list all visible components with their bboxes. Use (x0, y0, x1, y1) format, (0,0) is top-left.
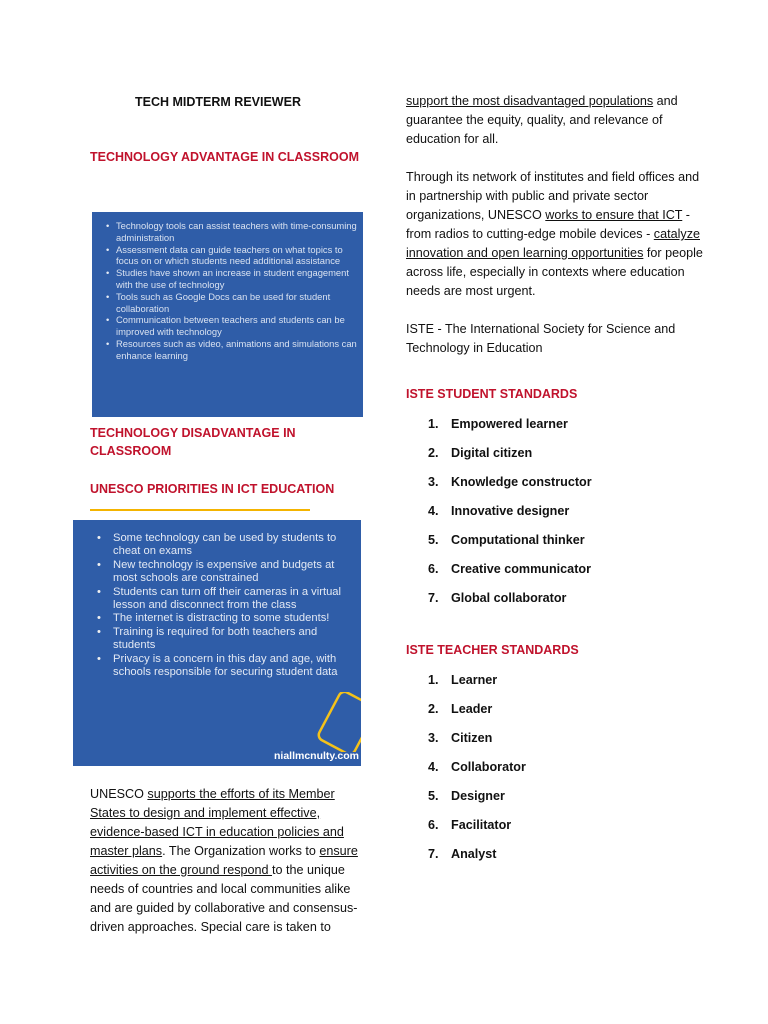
text-run: UNESCO (90, 787, 148, 801)
list-item (406, 560, 706, 589)
image-watermark: niallmcnulty.com (274, 750, 359, 762)
advantage-item: • Assessment data can guide teachers on what topics to focus on or which students need additional assistance (106, 244, 357, 268)
student-standards-list (406, 415, 706, 618)
right-column (406, 92, 706, 874)
list-item (406, 502, 706, 531)
text-run: - from radios to cutting-edge mobile devices - (406, 208, 690, 241)
text-run: for people across life, especially in contexts where education needs are most urgent. (406, 246, 703, 298)
list-label: Analyst (451, 847, 497, 861)
list-number: 2. (428, 446, 439, 460)
list-number: 3. (428, 475, 439, 489)
list-item (406, 444, 706, 473)
disadvantage-item: • Training is required for both teachers and students (97, 626, 357, 653)
network-paragraph (406, 168, 706, 301)
list-item (406, 473, 706, 502)
list-label: Knowledge constructor (451, 475, 592, 489)
left-column (90, 92, 365, 937)
list-number: 4. (428, 760, 439, 774)
list-item (406, 729, 706, 758)
disadvantage-item: • Students can turn off their cameras in a virtual lesson and disconnect from the class (97, 586, 357, 613)
list-label: Citizen (451, 731, 493, 745)
list-item (406, 758, 706, 787)
equity-paragraph (406, 92, 706, 149)
underlined-text: works to ensure that ICT (545, 208, 683, 222)
list-label: Global collaborator (451, 591, 567, 605)
disadvantage-item: • Privacy is a concern in this day and age, with schools responsible for securing student data (97, 653, 357, 680)
tablet-outline-icon (313, 692, 361, 752)
list-item (406, 845, 706, 874)
list-item (406, 531, 706, 560)
heading-iste-student-standards: ISTE STUDENT STANDARDS (406, 387, 578, 401)
advantage-item: • Technology tools can assist teachers with time-consuming administration (106, 220, 357, 244)
advantage-image-panel (92, 212, 363, 417)
disadvantage-item: • New technology is expensive and budgets at most schools are constrained (97, 559, 357, 586)
list-number: 1. (428, 417, 439, 431)
advantage-list (92, 212, 363, 362)
disadvantage-list (73, 520, 361, 679)
text-run: and guarantee the equity, quality, and relevance of education for all. (406, 94, 678, 146)
list-label: Facilitator (451, 818, 512, 832)
list-number: 3. (428, 731, 439, 745)
list-label: Collaborator (451, 760, 526, 774)
list-number: 7. (428, 847, 439, 861)
advantage-item: • Studies have shown an increase in student engagement with the use of technology (106, 267, 357, 291)
list-number: 2. (428, 702, 439, 716)
disadvantage-item: • The internet is distracting to some students! (97, 612, 357, 625)
list-number: 5. (428, 789, 439, 803)
list-item (406, 816, 706, 845)
list-item (406, 700, 706, 729)
list-number: 7. (428, 591, 439, 605)
underlined-text: supports the efforts of its Member States to design and implement effective, evidence-based ICT in education policies and master plans (90, 787, 344, 858)
list-item (406, 589, 706, 618)
list-number: 6. (428, 818, 439, 832)
underlined-text: support the most disadvantaged populations (406, 94, 654, 108)
advantage-item: • Tools such as Google Docs can be used for student collaboration (106, 291, 357, 315)
text-run: . The Organization works to (162, 844, 320, 858)
list-label: Creative communicator (451, 562, 591, 576)
heading-unesco-priorities: UNESCO PRIORITIES IN ICT EDUCATION (90, 482, 335, 496)
list-number: 1. (428, 673, 439, 687)
list-label: Digital citizen (451, 446, 533, 460)
text-run: Through its network of institutes and field offices and in partnership with public and private sector organizations, UNESCO (406, 170, 700, 222)
iste-definition: ISTE - The International Society for Science and Technology in Education (406, 322, 676, 355)
unesco-paragraph (90, 785, 365, 937)
list-number: 4. (428, 504, 439, 518)
heading-iste-teacher-standards: ISTE TEACHER STANDARDS (406, 643, 579, 657)
disadvantage-image-panel (73, 520, 361, 766)
list-item (406, 787, 706, 816)
heading-technology-disadvantage: TECHNOLOGY DISADVANTAGE IN CLASSROOM (90, 426, 296, 458)
list-label: Learner (451, 673, 498, 687)
disadvantage-item: • Some technology can be used by students to cheat on exams (97, 532, 357, 559)
list-number: 5. (428, 533, 439, 547)
list-label: Leader (451, 702, 493, 716)
text-run: to the unique needs of countries and local communities alike and are guided by collaborative and consensus-driven approaches. Special care is taken to (90, 863, 358, 934)
heading-technology-advantage: TECHNOLOGY ADVANTAGE IN CLASSROOM (90, 150, 359, 164)
underlined-text: catalyze innovation and open learning opportunities (406, 227, 700, 260)
accent-divider (90, 509, 310, 511)
teacher-standards-list (406, 671, 706, 874)
list-label: Innovative designer (451, 504, 570, 518)
underlined-text: ensure activities on the ground respond (90, 844, 358, 877)
advantage-item: • Resources such as video, animations and simulations can enhance learning (106, 338, 357, 362)
list-label: Empowered learner (451, 417, 568, 431)
list-item (406, 415, 706, 444)
advantage-item: • Communication between teachers and students can be improved with technology (106, 314, 357, 338)
list-number: 6. (428, 562, 439, 576)
list-item (406, 671, 706, 700)
document-title: TECH MIDTERM REVIEWER (135, 95, 301, 109)
list-label: Designer (451, 789, 505, 803)
list-label: Computational thinker (451, 533, 585, 547)
